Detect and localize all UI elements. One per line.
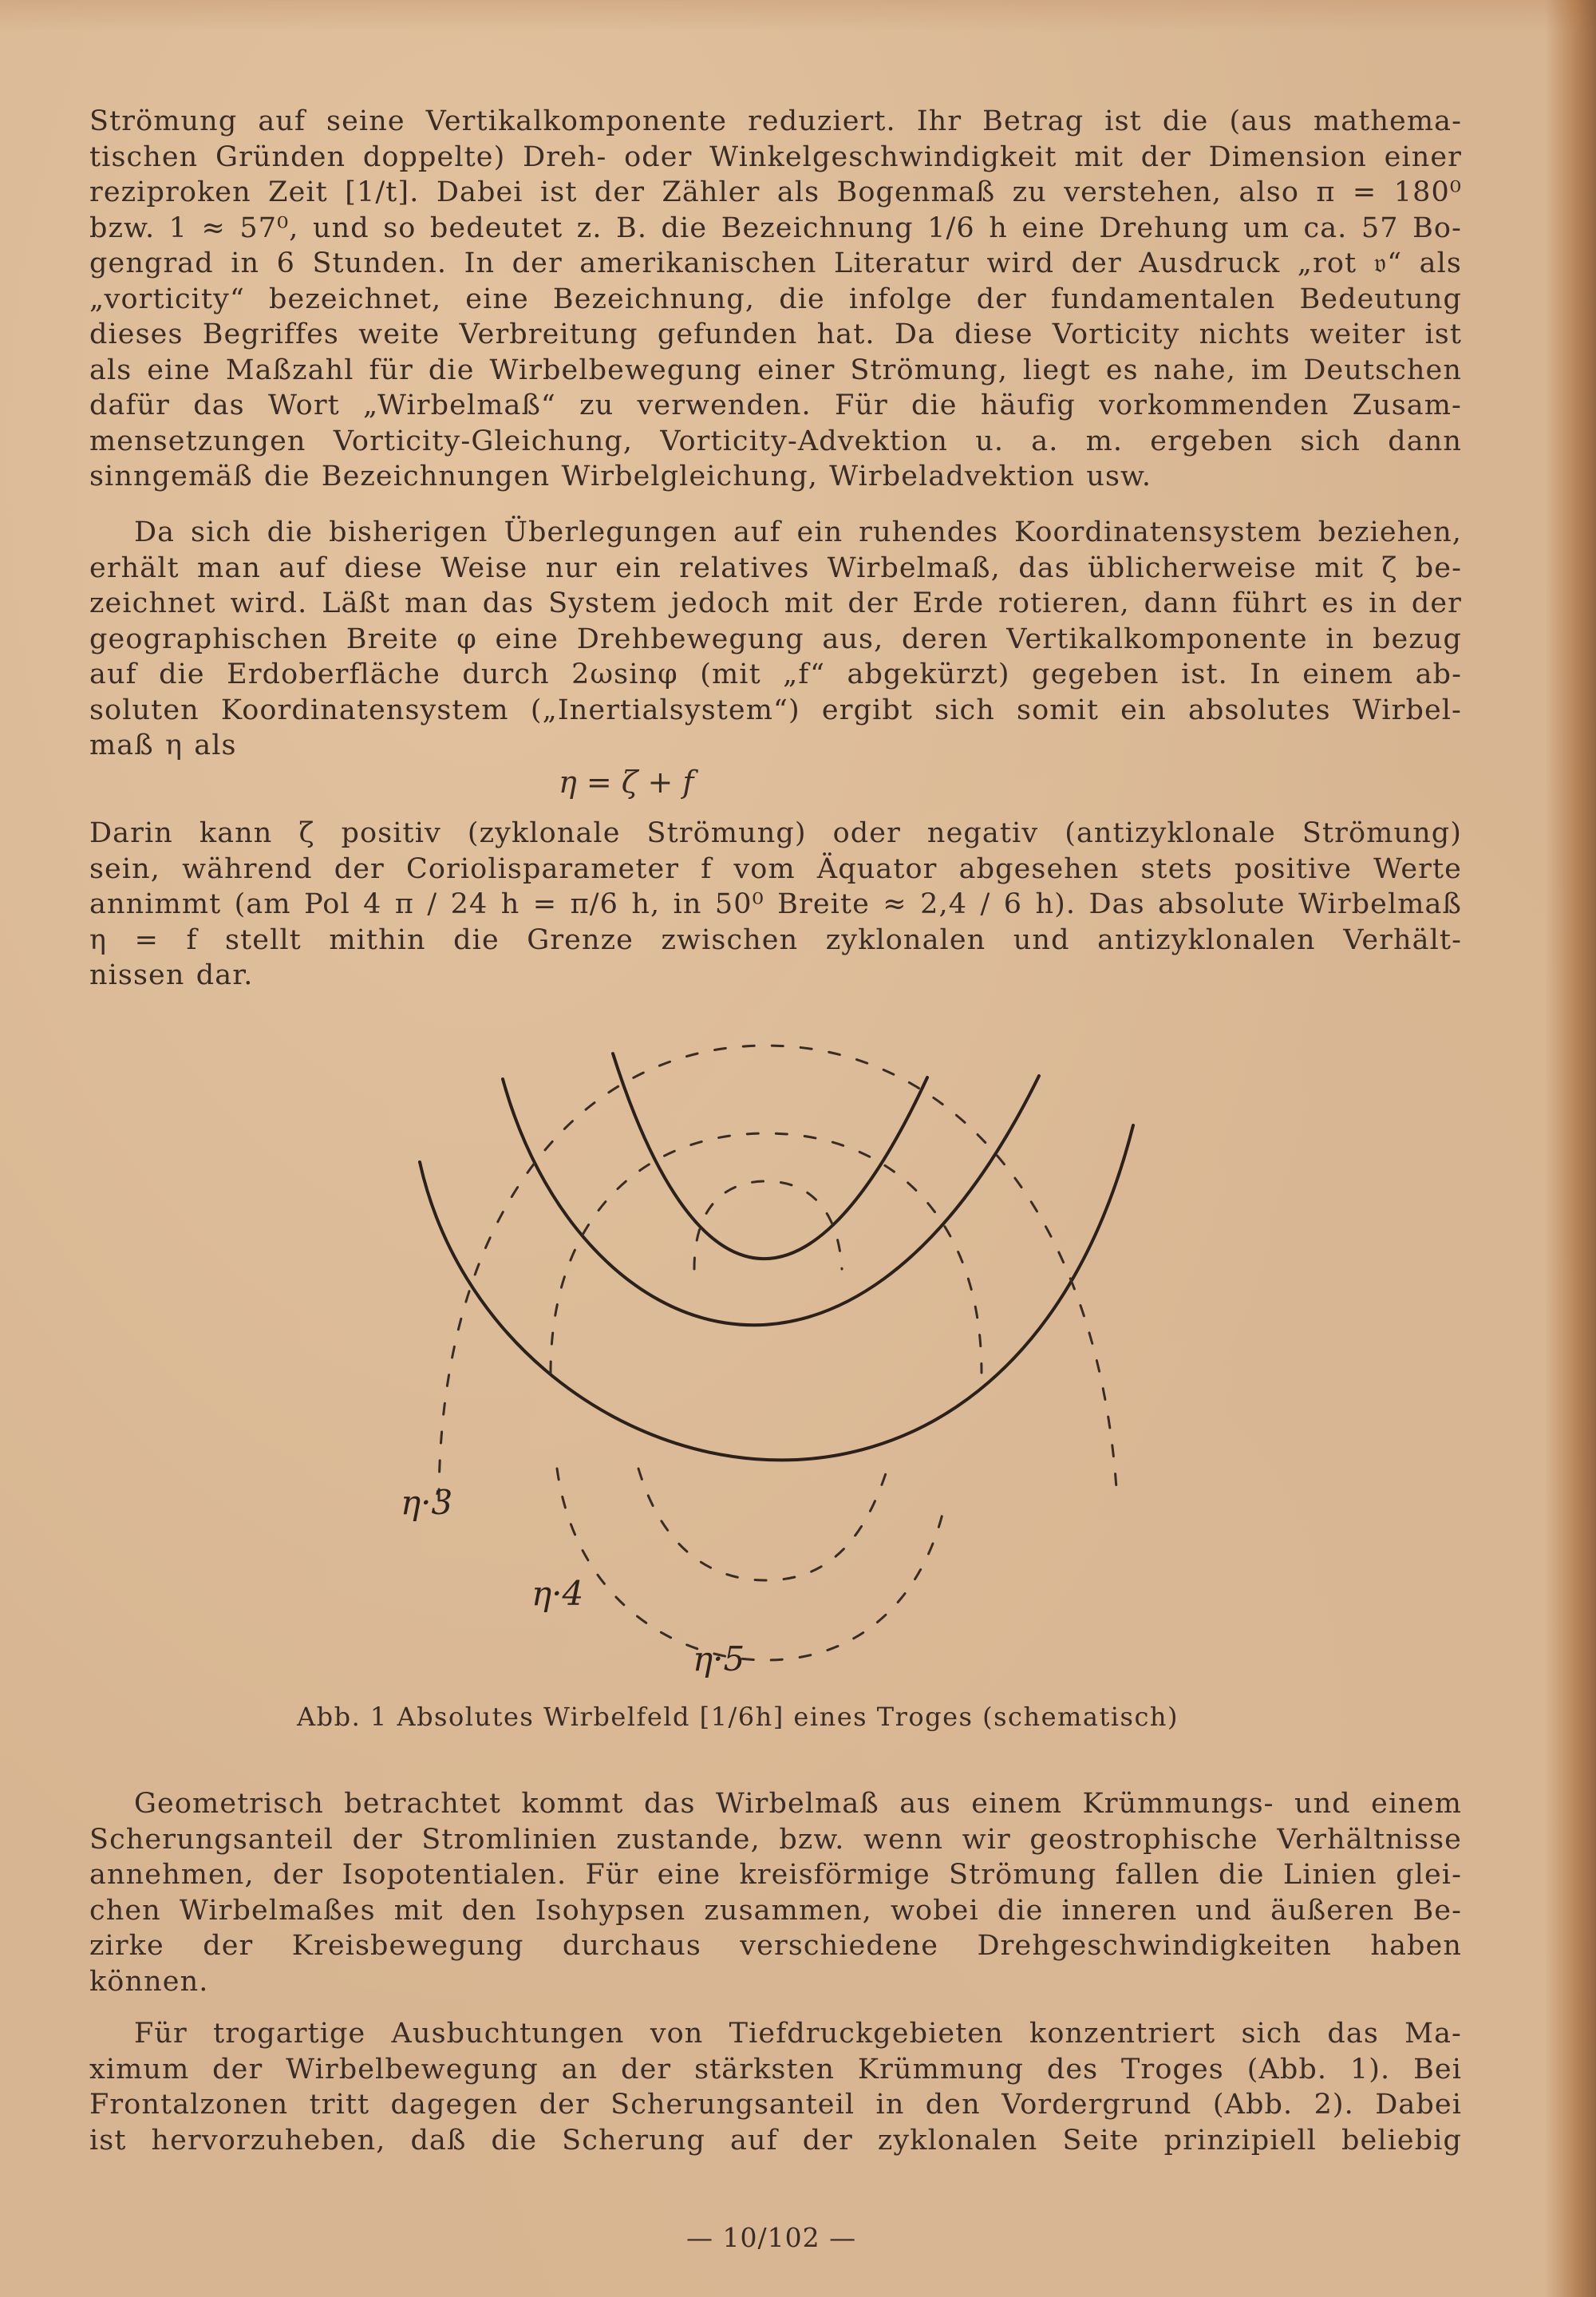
- text-line: Darin kann ζ positiv (zyklonale Strömung) oder negativ (antizyklonale Strömung): [89, 817, 1462, 849]
- text-line: dafür das Wort „Wirbelmaß“ zu verwenden. Für die häufig vorkommenden Zusam-: [89, 389, 1462, 421]
- isoline-eta-5: [439, 1046, 1117, 1500]
- text-line: ist hervorzuheben, daß die Scherung auf der zyklonalen Seite prinzipiell beliebig: [89, 2124, 1462, 2157]
- text-line: Frontalzonen tritt dagegen der Scherungsanteil in den Vordergrund (Abb. 2). Dabei: [89, 2089, 1462, 2121]
- figure-drawing: [351, 1022, 1229, 1692]
- text-line: nissen dar.: [89, 959, 254, 991]
- figure-trough-vorticity: [351, 1022, 1229, 1695]
- formula-absolute-vorticity: η = ζ + f: [559, 765, 694, 800]
- paper-edge-top: [0, 0, 1596, 32]
- text-line: Scherungsanteil der Stromlinien zustande, bzw. wenn wir geostrophische Verhältnisse: [89, 1823, 1462, 1856]
- text-line: dieses Begriffes weite Verbreitung gefunden hat. Da diese Vorticity nichts weiter ist: [89, 318, 1462, 350]
- figure-caption: Abb. 1 Absolutes Wirbelfeld [1/6h] eines Troges (schematisch): [297, 1702, 1179, 1732]
- text-line: annimmt (am Pol 4 π / 24 h = π/6 h, in 50⁰ Breite ≈ 2,4 / 6 h). Das absolute Wirbelmaß: [89, 888, 1462, 920]
- text-line: Da sich die bisherigen Überlegungen auf ein ruhendes Koordinatensystem beziehen,: [134, 516, 1462, 548]
- streamline-inner: [613, 1054, 927, 1259]
- streamline-middle: [503, 1076, 1039, 1325]
- paper-edge-right: [1545, 0, 1596, 2297]
- label-eta-4: η·4: [531, 1574, 584, 1613]
- text-line: soluten Koordinatensystem („Inertialsystem“) ergibt sich somit ein absolutes Wirbel-: [89, 694, 1462, 726]
- paragraph-5: [89, 2016, 1462, 2158]
- text-line: annehmen, der Isopotentialen. Für eine kreisförmige Strömung fallen die Linien glei-: [89, 1859, 1462, 1891]
- text-line: gengrad in 6 Stunden. In der amerikanischen Literatur wird der Ausdruck „rot 𝔳“ als: [89, 247, 1462, 279]
- text-line: tischen Gründen doppelte) Dreh- oder Winkelgeschwindigkeit mit der Dimension einer: [89, 140, 1462, 173]
- text-line: als eine Maßzahl für die Wirbelbewegung einer Strömung, liegt es nahe, im Deutschen: [89, 354, 1462, 386]
- paragraph-4: [89, 1786, 1462, 1999]
- text-line: Geometrisch betrachtet kommt das Wirbelmaß aus einem Krümmungs- und einem: [134, 1788, 1462, 1820]
- isoline-eta-5-lower: [557, 1469, 946, 1660]
- text-line: Strömung auf seine Vertikalkomponente reduziert. Ihr Betrag ist die (aus mathema-: [89, 105, 1462, 137]
- isoline-eta-4-lower: [638, 1469, 887, 1580]
- text-line: mensetzungen Vorticity-Gleichung, Vorticity-Advektion u. a. m. ergeben sich dann: [89, 425, 1462, 457]
- text-line: erhält man auf diese Weise nur ein relatives Wirbelmaß, das üblicherweise mit ζ be-: [89, 552, 1462, 584]
- text-line: „vorticity“ bezeichnet, eine Bezeichnung, die infolge der fundamentalen Bedeutung: [89, 283, 1462, 315]
- label-eta-5: η·5: [693, 1639, 745, 1678]
- text-line: zirke der Kreisbewegung durchaus verschiedene Drehgeschwindigkeiten haben: [89, 1930, 1462, 1962]
- text-line: maß η als: [89, 729, 237, 761]
- text-line: auf die Erdoberfläche durch 2ωsinφ (mit „f“ abgekürzt) gegeben ist. In einem ab-: [89, 658, 1462, 690]
- text-line: sinngemäß die Bezeichnungen Wirbelgleichung, Wirbeladvektion usw.: [89, 461, 1152, 492]
- text-line: bzw. 1 ≈ 57⁰, und so bedeutet z. B. die Bezeichnung 1/6 h eine Drehung um ca. 57 Bo-: [89, 212, 1462, 244]
- paragraph-2: [89, 515, 1462, 764]
- paragraph-1: [89, 104, 1462, 495]
- text-line: chen Wirbelmaßes mit den Isohypsen zusammen, wobei die inneren und äußeren Be-: [89, 1894, 1462, 1927]
- text-line: η = f stellt mithin die Grenze zwischen zyklonalen und antizyklonalen Verhält-: [89, 923, 1462, 956]
- text-line: zeichnet wird. Läßt man das System jedoch mit der Erde rotieren, dann führt es in der: [89, 587, 1462, 619]
- text-line: können.: [89, 1965, 209, 1998]
- text-line: sein, während der Coriolisparameter f vom Äquator abgesehen stets positive Werte: [89, 852, 1462, 885]
- page-number: — 10/102 —: [686, 2222, 857, 2253]
- text-line: Für trogartige Ausbuchtungen von Tiefdruckgebieten konzentriert sich das Ma-: [134, 2018, 1462, 2050]
- paragraph-3: [89, 816, 1462, 994]
- streamline-outer: [420, 1125, 1133, 1460]
- label-eta-3: η·3: [401, 1483, 453, 1522]
- text-line: ximum der Wirbelbewegung an der stärksten Krümmung des Troges (Abb. 1). Bei: [89, 2053, 1462, 2085]
- isoline-eta-3: [694, 1181, 842, 1269]
- text-line: reziproken Zeit [1/t]. Dabei ist der Zähler als Bogenmaß zu verstehen, also π = 180⁰: [89, 176, 1462, 208]
- text-line: geographischen Breite φ eine Drehbewegung aus, deren Vertikalkomponente in bezug: [89, 623, 1462, 655]
